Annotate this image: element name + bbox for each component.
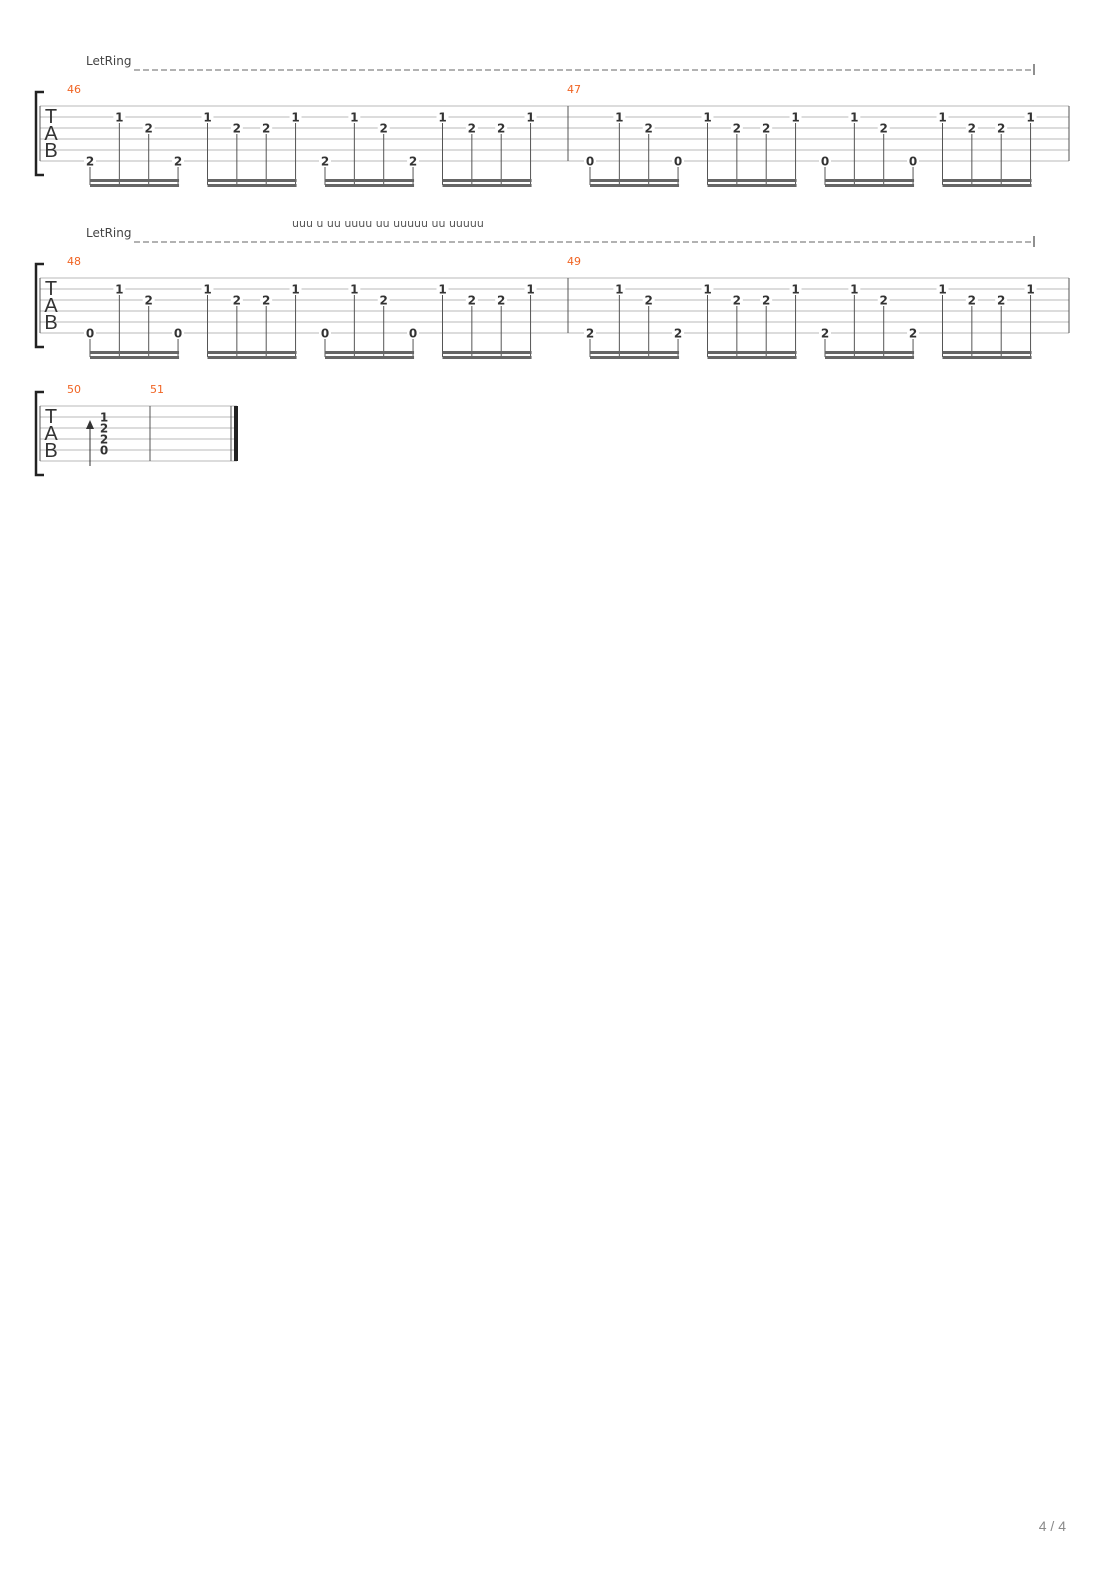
beam-secondary [590, 184, 679, 187]
beam-secondary [943, 184, 1032, 187]
fret-number: 1 [791, 282, 800, 297]
beam-secondary [90, 184, 179, 187]
fret-number: 2 [908, 326, 918, 341]
beam-primary [325, 351, 414, 354]
fret-number: 1 [1026, 110, 1035, 125]
tab-clef-letter-t: T [44, 278, 58, 300]
beam-primary [708, 351, 797, 354]
tab-clef-letter-b: B [44, 440, 58, 462]
beam-secondary [208, 356, 297, 359]
beam-primary [590, 179, 679, 182]
fret-number: 2 [997, 121, 1006, 136]
beam-primary [443, 351, 532, 354]
beam-secondary [590, 356, 679, 359]
page-number: 4 / 4 [1038, 1518, 1066, 1534]
fret-number: 0 [585, 154, 595, 169]
fret-number: 1 [1026, 282, 1035, 297]
fret-number: 2 [144, 293, 153, 308]
beam-secondary [325, 356, 414, 359]
fret-number: 2 [379, 293, 388, 308]
fret-number: 0 [908, 154, 918, 169]
beam-primary [825, 179, 914, 182]
beam-secondary [443, 356, 532, 359]
beam-primary [90, 351, 179, 354]
fret-number: 2 [585, 326, 595, 341]
fret-number: 1 [291, 110, 300, 125]
fret-number: 0 [673, 154, 683, 169]
fret-number: 2 [379, 121, 388, 136]
measure-number: 47 [567, 83, 581, 96]
tab-clef-letter-a: A [44, 295, 58, 317]
fret-number: 2 [262, 293, 271, 308]
tab-clef-letter-b: B [44, 312, 58, 334]
fret-number: 1 [350, 110, 359, 125]
let-ring-label: LetRing [86, 226, 132, 240]
beam-primary [90, 179, 179, 182]
fret-number: 1 [850, 110, 859, 125]
fret-number: 1 [115, 282, 124, 297]
fret-number: 0 [820, 154, 830, 169]
beam-primary [825, 351, 914, 354]
chord-fret-number: 2 [99, 421, 109, 436]
beam-secondary [708, 356, 797, 359]
fret-number: 2 [644, 293, 653, 308]
upstroke-arrow-icon [86, 420, 94, 429]
beam-secondary [708, 184, 797, 187]
beam-primary [590, 351, 679, 354]
fret-number: 2 [879, 293, 888, 308]
fret-number: 1 [938, 282, 947, 297]
fret-number: 2 [644, 121, 653, 136]
fret-number: 2 [879, 121, 888, 136]
fret-number: 1 [791, 110, 800, 125]
beam-primary [943, 351, 1032, 354]
fret-number: 1 [438, 110, 447, 125]
fret-number: 2 [967, 121, 977, 136]
fret-number: 2 [262, 121, 271, 136]
tab-clef-letter-b: B [44, 140, 58, 162]
beam-secondary [943, 356, 1032, 359]
fret-number: 1 [615, 282, 624, 297]
measure-number: 48 [67, 255, 81, 268]
beam-secondary [825, 184, 914, 187]
fret-number: 2 [497, 293, 506, 308]
fret-number: 1 [526, 110, 535, 125]
chord-fret-number: 0 [99, 443, 109, 458]
tab-clef-letter-a: A [44, 123, 58, 145]
fret-number: 2 [820, 326, 830, 341]
fret-number: 2 [732, 121, 742, 136]
fret-number: 2 [762, 121, 771, 136]
beam-primary [443, 179, 532, 182]
fret-number: 2 [408, 154, 418, 169]
beam-secondary [90, 356, 179, 359]
fret-number: 1 [438, 282, 447, 297]
tab-clef-letter-t: T [44, 406, 58, 428]
chord-fret-number: 1 [99, 410, 109, 425]
fret-number: 2 [232, 121, 242, 136]
measure-number: 49 [567, 255, 581, 268]
beam-secondary [325, 184, 414, 187]
fret-number: 2 [232, 293, 242, 308]
fret-number: 2 [997, 293, 1006, 308]
fret-number: 1 [850, 282, 859, 297]
measure-number: 46 [67, 83, 81, 96]
let-ring-label: LetRing [86, 54, 132, 68]
fret-number: 0 [173, 326, 183, 341]
beam-primary [943, 179, 1032, 182]
fret-number: 1 [526, 282, 535, 297]
fret-number: 1 [291, 282, 300, 297]
fret-number: 1 [703, 110, 712, 125]
fret-number: 1 [350, 282, 359, 297]
fret-number: 1 [203, 110, 212, 125]
fret-number: 2 [673, 326, 683, 341]
fret-number: 2 [467, 293, 477, 308]
beam-primary [325, 179, 414, 182]
fret-number: 2 [467, 121, 477, 136]
beam-secondary [443, 184, 532, 187]
fret-number: 2 [732, 293, 742, 308]
fret-number: 2 [144, 121, 153, 136]
beam-primary [208, 351, 297, 354]
fret-number: 0 [320, 326, 330, 341]
fret-number: 1 [703, 282, 712, 297]
measure-number: 51 [150, 383, 164, 396]
fret-number: 2 [762, 293, 771, 308]
fret-number: 2 [967, 293, 977, 308]
text-annotation: uuu u uu uuuu uu uuuuu uu uuuuu [292, 217, 484, 230]
chord-fret-number: 2 [99, 432, 109, 447]
fret-number: 1 [615, 110, 624, 125]
fret-number: 1 [115, 110, 124, 125]
beam-secondary [825, 356, 914, 359]
fret-number: 2 [85, 154, 95, 169]
tab-clef-letter-t: T [44, 106, 58, 128]
fret-number: 2 [320, 154, 330, 169]
fret-number: 1 [938, 110, 947, 125]
fret-number: 1 [203, 282, 212, 297]
beam-primary [708, 179, 797, 182]
fret-number: 0 [408, 326, 418, 341]
beam-secondary [208, 184, 297, 187]
final-barline-thick [234, 406, 238, 461]
fret-number: 2 [497, 121, 506, 136]
fret-number: 2 [173, 154, 183, 169]
tab-clef-letter-a: A [44, 423, 58, 445]
measure-number: 50 [67, 383, 81, 396]
beam-primary [208, 179, 297, 182]
fret-number: 0 [85, 326, 95, 341]
